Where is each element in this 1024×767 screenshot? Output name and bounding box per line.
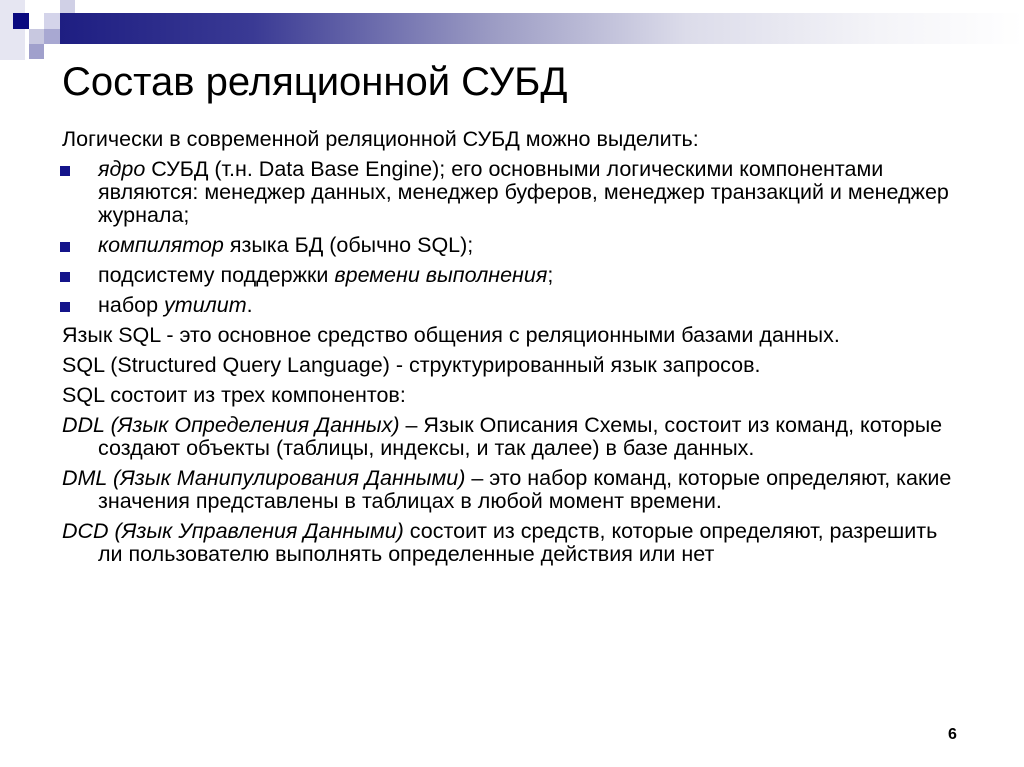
bullet-item: набор утилит. — [62, 294, 962, 317]
bullet-item: ядро СУБД (т.н. Data Base Engine); его основными логическими компонентами являются: менеджер данных, менеджер буферов, менеджер транзакций и менеджер журнала; — [62, 158, 962, 227]
square-bullet-icon — [60, 272, 70, 282]
decorative-header — [0, 0, 1024, 60]
deco-square — [0, 0, 25, 60]
deco-square — [60, 0, 75, 13]
sql-language-text: Язык SQL - это основное средство общения с реляционными базами данных. — [62, 323, 840, 347]
ddl-text: DDL (Язык Определения Данных) – Язык Описания Схемы, состоит из команд, которые создают объекты (таблицы, индексы, и так далее) в базе данных. — [62, 413, 943, 460]
square-bullet-icon — [60, 302, 70, 312]
dml-text: DML (Язык Манипулирования Данными) – это набор команд, которые определяют, какие значения представлены в таблицах в любой момент времени. — [62, 466, 952, 513]
sql-components-text: SQL состоит из трех компонентов: — [62, 383, 406, 407]
deco-square — [44, 29, 60, 44]
deco-square — [29, 44, 44, 59]
square-bullet-icon — [60, 166, 70, 176]
bullet-item: компилятор языка БД (обычно SQL); — [62, 234, 962, 257]
deco-square — [13, 13, 29, 29]
square-bullet-icon — [60, 242, 70, 252]
sql-definition-text: SQL (Structured Query Language) - структурированный язык запросов. — [62, 353, 761, 377]
slide-title: Состав реляционной СУБД — [62, 60, 568, 104]
slide-body — [62, 128, 962, 573]
page-number: 6 — [948, 726, 957, 743]
dcd-text: DCD (Язык Управления Данными) состоит из средств, которые определяют, разрешить ли пользователю выполнять определенные действия или нет — [62, 519, 938, 566]
header-gradient-bar — [60, 13, 1024, 44]
deco-square — [44, 13, 60, 29]
bullet-item: подсистему поддержки времени выполнения; — [62, 264, 962, 287]
intro-text: Логически в современной реляционной СУБД можно выделить: — [62, 127, 699, 151]
deco-square — [29, 29, 44, 44]
